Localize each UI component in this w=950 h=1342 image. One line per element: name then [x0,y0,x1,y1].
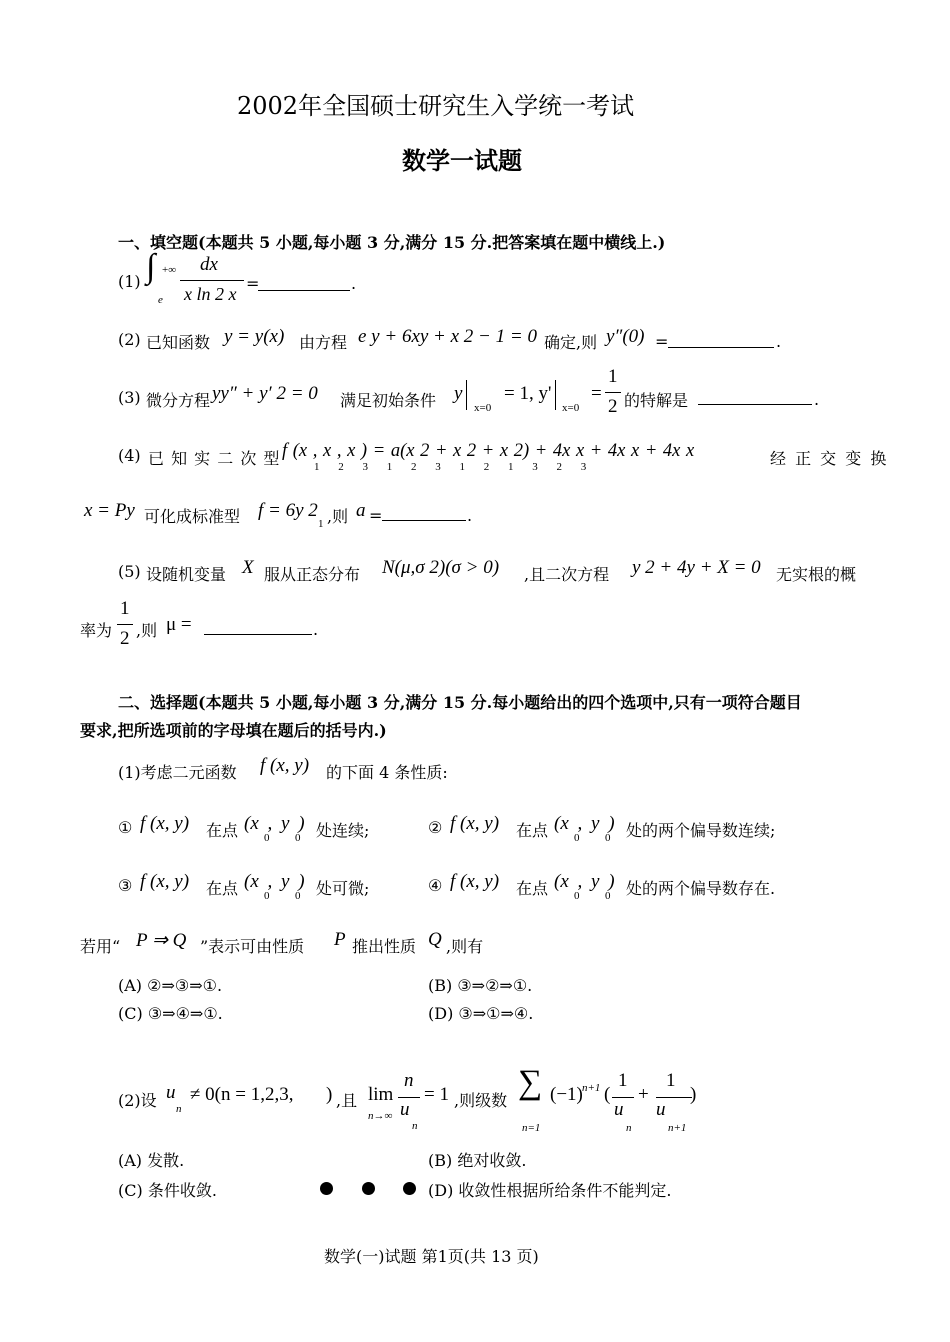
q-number: (3) [118,388,141,407]
subscript: 0 [605,890,611,902]
math-expr: f (x, y) [450,813,500,834]
answer-blank[interactable] [698,404,812,405]
subscript: n+1 [668,1122,687,1134]
fraction-numerator: 1 [120,598,130,619]
option-c[interactable]: (C) 条件收敛. [118,1181,217,1200]
math-expr: f (x, y) [140,871,190,892]
limit: lim [368,1084,394,1105]
q-text: 在点 [206,821,239,840]
exam-title: 2002年全国硕士研究生入学统一考试 [237,92,635,120]
fraction-numerator: dx [200,254,218,275]
subscript: 0 [605,832,611,844]
summation-sign: ∑ [518,1064,543,1101]
option-b[interactable]: (B) ③⇒②⇒①. [428,976,533,995]
fraction-bar [605,392,621,393]
period: . [467,506,473,525]
math-expr: f = 6y 2 [258,500,318,521]
point-expr: (x , y ) [554,813,615,834]
math-expr: N(μ,σ 2)(σ > 0) [382,557,500,578]
limit-subscript: n→∞ [368,1110,393,1122]
section2-heading-line2: 要求,把所选项前的字母填在题后的括号内.) [80,721,387,740]
eval-bar [555,380,556,410]
fraction-numerator: 1 [666,1070,676,1091]
subscript: n [176,1103,182,1115]
math-expr: x = Py [84,500,135,521]
subscript: 0 [574,832,580,844]
answer-blank[interactable] [668,347,774,348]
math-expr: e y + 6xy + x 2 − 1 = 0 [358,326,537,347]
subscript: 0 [295,890,301,902]
q-number: (2) [118,330,141,349]
q-text: 确定,则 [544,333,598,352]
q-text: ,且二次方程 [524,565,610,584]
fraction-denominator: 2 [608,396,618,417]
q-text: 推出性质 [352,937,417,956]
q-text: ,则级数 [454,1091,508,1110]
q-text: 由方程 [299,333,348,352]
decorative-dot [362,1182,375,1195]
q-text: 的下面 4 条性质: [326,763,448,782]
q-text: 若用“ [80,937,121,956]
eval-subscript: x=0 [562,402,580,414]
q-text: 经 正 交 变 换 [770,449,889,468]
decorative-dot [403,1182,416,1195]
subscript: 0 [295,832,301,844]
property-2: ② [428,818,443,837]
subscript: 0 [574,890,580,902]
fraction-denominator: 2 [120,628,130,649]
subscript: n [412,1120,418,1132]
math-var: X [242,557,254,578]
section1-heading: 一、填空题(本题共 5 小题,每小题 3 分,满分 15 分.把答案填在题中横线上.) [118,233,666,252]
q-text: ,则有 [446,937,484,956]
q-text: 可化成标准型 [144,507,241,526]
fraction-denominator: u [656,1099,666,1120]
fraction-numerator: 1 [618,1070,628,1091]
section2-heading-line1: 二、选择题(本题共 5 小题,每小题 3 分,满分 15 分.每小题给出的四个选项中,只有一项符合题目 [118,693,802,712]
q-text: ,则 [327,507,349,526]
page-footer: 数学(一)试题 第1页(共 13 页) [324,1247,539,1266]
point-expr: (x , y ) [554,871,615,892]
q-text: 在点 [516,879,549,898]
option-c[interactable]: (C) ③⇒④⇒①. [118,1004,223,1023]
superscript: n+1 [582,1082,601,1094]
answer-blank[interactable] [258,290,350,291]
point-expr: (x , y ) [244,871,305,892]
summation-subscript: n=1 [522,1122,541,1134]
exam-subtitle: 数学一试题 [402,146,522,175]
math-expr: (−1) [550,1084,583,1105]
fraction-denominator: x ln 2 x [184,284,237,304]
decorative-dot [320,1182,333,1195]
math-expr: ) [326,1084,333,1105]
equals: = [369,506,383,525]
math-expr: ( [604,1084,611,1105]
math-expr: f (x, y) [450,871,500,892]
q-text: 设随机变量 [146,565,227,584]
fraction-bar [656,1097,692,1098]
q-text: 无实根的概 [776,565,857,584]
q-text: 处的两个偏导数连续; [626,821,776,840]
fraction-bar [398,1097,420,1098]
q-text: 在点 [206,879,239,898]
math-expr: f (x, y) [260,755,310,776]
fraction-numerator: n [404,1070,414,1091]
period: . [351,274,357,293]
q-number: (5) [118,562,141,581]
math-var: Q [428,929,442,950]
q-text: ,且 [336,1091,358,1110]
q-text: 处连续; [316,821,370,840]
property-3: ③ [118,876,133,895]
q-text: 处的两个偏导数存在. [626,879,776,898]
math-expr: ) [690,1084,697,1105]
integral-sign: ∫ [146,248,156,285]
math-expr: + [638,1084,649,1105]
quadratic-form: f (x , x , x ) = a(x 2 + x 2 + x 2) + 4x x + 4x x + 4x x [282,441,695,461]
period: . [313,620,319,639]
subscript: 0 [264,832,270,844]
math-var: u [166,1082,176,1103]
math-expr: y″(0) [606,326,645,347]
property-4: ④ [428,876,443,895]
q-text: 微分方程 [146,391,211,410]
q-text: 处可微; [316,879,370,898]
fraction-bar [117,624,133,625]
math-expr: y = y(x) [224,326,285,347]
q-text: ”表示可由性质 [200,937,305,956]
math-expr: y [454,383,463,404]
subscript: 0 [264,890,270,902]
math-var: a [356,500,366,521]
math-expr: P ⇒ Q [136,930,187,951]
q-text: ,则 [136,621,158,640]
option-d[interactable]: (D) ③⇒①⇒④. [428,1004,534,1023]
eval-subscript: x=0 [474,402,492,414]
period: . [776,332,782,351]
q-text: 率为 [80,621,113,640]
q-text: 已知函数 [146,333,211,352]
subscript: 1 [318,518,324,530]
fraction-denominator: u [400,1099,410,1120]
math-var: P [334,929,346,950]
period: . [814,390,820,409]
math-expr: y 2 + 4y + X = 0 [632,557,761,578]
fraction-bar [612,1097,634,1098]
fraction-numerator: 1 [608,366,618,387]
option-d[interactable]: (D) 收敛性根据所给条件不能判定. [428,1181,672,1200]
math-expr: μ = [166,614,192,635]
equals: = [655,332,669,351]
subscript: n [626,1122,632,1134]
option-b[interactable]: (B) 绝对收敛. [428,1151,527,1170]
point-expr: (x , y ) [244,813,305,834]
q-text: 已 知 实 二 次 型 [148,449,281,468]
fraction-bar [180,280,244,281]
equals: = [591,383,602,404]
option-a[interactable]: (A) ②⇒③⇒①. [118,976,223,995]
math-expr: = 1 [424,1084,449,1105]
math-expr: = 1, y' [504,383,552,404]
q-text: 的特解是 [624,391,689,410]
q-text: 在点 [516,821,549,840]
fraction-denominator: u [614,1099,624,1120]
integral-lower: e [158,294,163,306]
subscripts: 1 2 3 1 2 3 1 2 1 3 2 3 [314,461,587,473]
answer-blank[interactable] [204,634,312,635]
q-text: 服从正态分布 [264,565,361,584]
option-a[interactable]: (A) 发散. [118,1151,185,1170]
integral-upper: +∞ [162,264,177,276]
math-expr: f (x, y) [140,813,190,834]
equals: = [246,274,260,293]
q-text: 满足初始条件 [340,391,437,410]
q-number: (1) [118,272,141,291]
q-number: (4) [118,446,141,465]
math-expr: yy″ + y′ 2 = 0 [212,383,318,404]
answer-blank[interactable] [382,520,466,521]
q-text: (2)设 [118,1091,157,1110]
property-1: ① [118,818,133,837]
math-expr: ≠ 0(n = 1,2,3, [190,1084,294,1105]
q-text: (1)考虑二元函数 [118,763,237,782]
eval-bar [466,380,467,410]
